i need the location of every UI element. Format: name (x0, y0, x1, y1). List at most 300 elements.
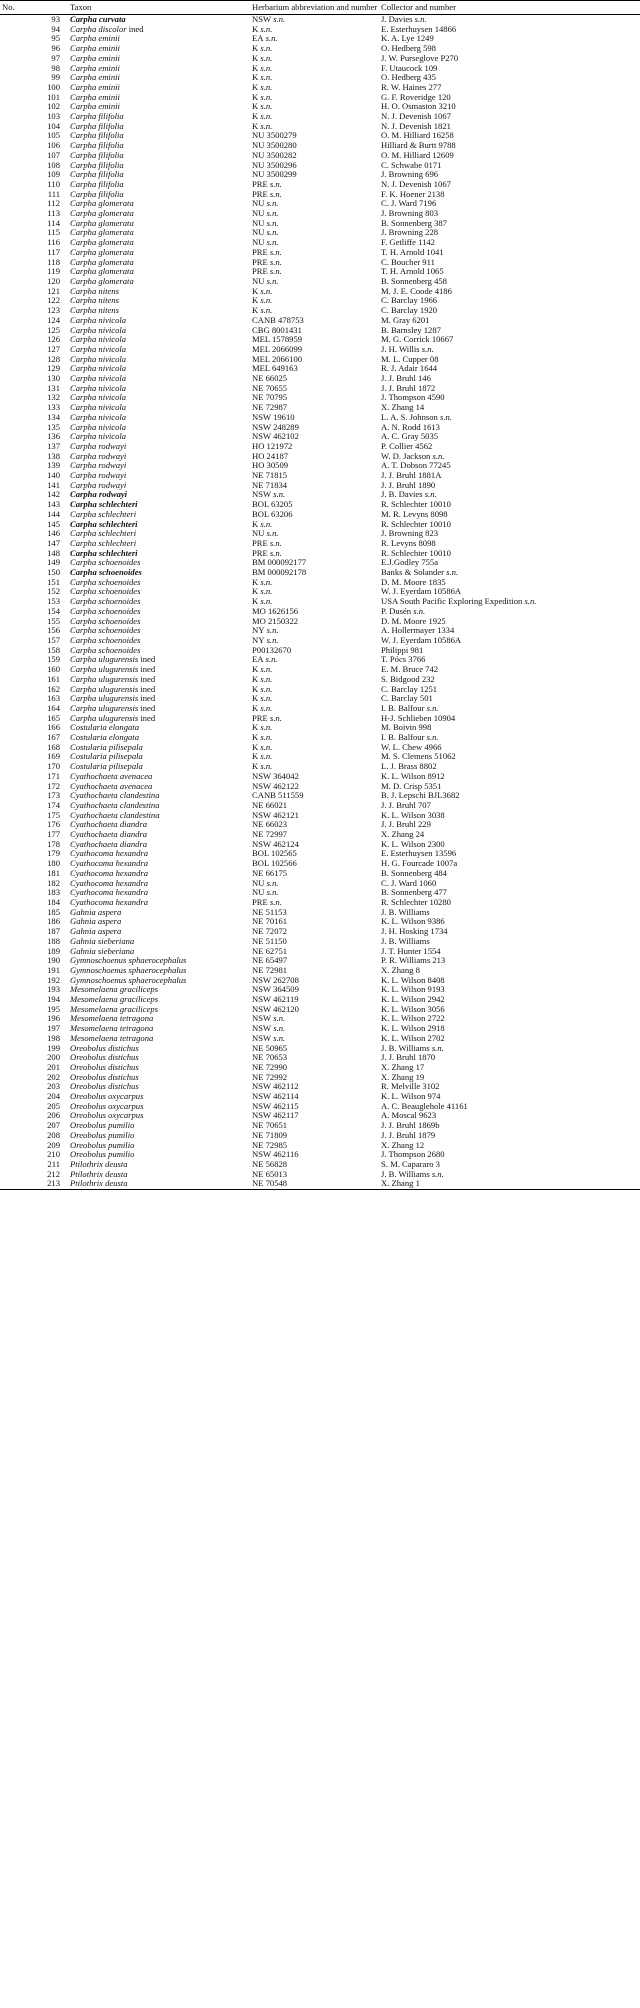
row-number: 146 (47, 529, 60, 539)
taxon-name: Carpha nitens (70, 306, 119, 316)
table-row (0, 199, 640, 209)
taxon-name: Carpha schlechteri (70, 529, 137, 539)
collector-name: Hilliard & Burtt 9788 (381, 141, 456, 151)
collector-cell (381, 898, 640, 908)
collector-cell (381, 490, 640, 500)
sine-numero: s.n. (422, 490, 437, 500)
collector-name: D. M. Moore 1925 (381, 616, 446, 626)
collector-name: K. L. Wilson 8912 (381, 771, 445, 781)
table-row (0, 83, 640, 93)
collector-cell (381, 927, 640, 937)
taxon-name: Cyathochaeta clandestina (70, 791, 160, 801)
collector-name: I. B. Balfour (381, 703, 425, 713)
table-header (0, 1, 640, 15)
herbarium-code: NU (252, 276, 265, 286)
taxon-name: Carpha nivicola (70, 412, 127, 422)
sine-numero: s.n. (264, 626, 279, 636)
herbarium-cell (252, 1073, 381, 1083)
herbarium-code: NSW (252, 1033, 272, 1043)
sine-numero: s.n. (271, 490, 286, 500)
taxon-name: Oreobolus pumilio (70, 1121, 135, 1131)
collector-cell (381, 879, 640, 889)
table-row (0, 1150, 640, 1160)
sine-numero: s.n. (258, 665, 273, 675)
herbarium-cell (252, 597, 381, 607)
collector-name: J. B. Williams (381, 1043, 430, 1053)
sine-numero: s.n. (271, 1024, 286, 1034)
collector-cell (381, 985, 640, 995)
herbarium-code: EA (252, 34, 264, 44)
collector-cell (381, 655, 640, 665)
table-row (0, 1073, 640, 1083)
collector-name: O. Hedberg 598 (381, 44, 436, 54)
table-row (0, 1082, 640, 1092)
row-number: 170 (47, 762, 60, 772)
taxon-cell (70, 287, 252, 297)
taxon-name: Carpha curvata (70, 14, 126, 24)
taxon-name: Cyathocoma hexandra (70, 868, 149, 878)
collector-cell (381, 743, 640, 753)
taxon-cell (70, 316, 252, 326)
table-row (0, 1053, 640, 1063)
table-row (0, 228, 640, 238)
taxon-cell (70, 549, 252, 559)
table-row (0, 102, 640, 112)
row-number: 115 (47, 228, 60, 238)
row-number: 192 (47, 975, 60, 985)
taxon-cell (70, 646, 252, 656)
table-row (0, 64, 640, 74)
sine-numero: s.n. (258, 24, 273, 34)
collector-name: K. L. Wilson 2942 (381, 995, 445, 1005)
table-row (0, 820, 640, 830)
collector-name: R. W. Haines 277 (381, 82, 442, 92)
herbarium-code: PRE (252, 897, 268, 907)
collector-name: J. J. Bruhl 1881A (381, 471, 442, 481)
herbarium-cell (252, 122, 381, 132)
taxon-cell (70, 500, 252, 510)
herbarium-cell (252, 568, 381, 578)
taxon-name: Oreobolus distichus (70, 1072, 139, 1082)
herbarium-cell (252, 1014, 381, 1024)
table-row (0, 490, 640, 500)
row-number: 176 (47, 820, 60, 830)
row-number: 169 (47, 752, 60, 762)
herbarium-code: NE 70161 (252, 917, 288, 927)
herbarium-code: PRE (252, 538, 268, 548)
collector-cell (381, 1179, 640, 1189)
row-number: 132 (47, 393, 60, 403)
table-row (0, 520, 640, 530)
herbarium-cell (252, 452, 381, 462)
row-number: 117 (47, 247, 60, 257)
collector-name: X. Zhang 14 (381, 403, 425, 413)
taxon-cell (70, 34, 252, 44)
table-row (0, 617, 640, 627)
herbarium-code: NU (252, 228, 265, 238)
herbarium-cell (252, 578, 381, 588)
taxon-cell (70, 393, 252, 403)
taxon-name: Cyathocoma hexandra (70, 897, 149, 907)
sine-numero: s.n. (258, 73, 273, 83)
collector-cell (381, 694, 640, 704)
row-number: 144 (47, 509, 60, 519)
row-number: 143 (47, 500, 60, 510)
herbarium-cell (252, 927, 381, 937)
herbarium-cell (252, 364, 381, 374)
herbarium-cell (252, 403, 381, 413)
taxon-cell (70, 403, 252, 413)
collector-cell (381, 122, 640, 132)
herbarium-code: MEL 1578959 (252, 335, 303, 345)
row-number: 191 (47, 965, 60, 975)
table-row (0, 694, 640, 704)
collector-cell (381, 83, 640, 93)
taxon-cell (70, 25, 252, 35)
table-row (0, 1092, 640, 1102)
row-number: 119 (47, 267, 60, 277)
sine-numero: s.n. (263, 34, 278, 44)
herbarium-cell (252, 219, 381, 229)
herbarium-cell (252, 461, 381, 471)
row-number: 102 (47, 102, 60, 112)
herbarium-code: NU (252, 888, 265, 898)
herbarium-code: K (252, 762, 259, 772)
sine-numero: s.n. (267, 267, 282, 277)
row-number: 156 (47, 626, 60, 636)
row-number: 213 (0, 1179, 70, 1189)
row-number: 106 (47, 141, 60, 151)
herbarium-code: NE 72072 (252, 927, 288, 937)
taxon-name: Oreobolus distichus (70, 1082, 139, 1092)
sine-numero: s.n. (258, 121, 273, 131)
taxon-suffix: ined (138, 665, 156, 675)
collector-name: S. M. Capararo 3 (381, 1159, 440, 1169)
collector-name: A. T. Dobson 77245 (381, 461, 451, 471)
collector-name: C. Barclay 501 (381, 694, 433, 704)
collector-cell (381, 888, 640, 898)
header-taxon: Taxon (70, 1, 252, 15)
taxon-cell (70, 733, 252, 743)
table-row (0, 335, 640, 345)
table-row (0, 801, 640, 811)
table-row (0, 277, 640, 287)
collector-cell (381, 73, 640, 83)
herbarium-cell (252, 277, 381, 287)
herbarium-code: NSW (252, 1014, 272, 1024)
collector-cell (381, 326, 640, 336)
herbarium-code: K (252, 63, 259, 73)
taxon-cell (70, 102, 252, 112)
table-row (0, 306, 640, 316)
sine-numero: s.n. (258, 63, 273, 73)
collector-cell (381, 34, 640, 44)
herbarium-cell (252, 258, 381, 268)
row-number: 128 (47, 354, 60, 364)
collector-cell (381, 966, 640, 976)
taxon-cell (70, 888, 252, 898)
taxon-cell (70, 587, 252, 597)
taxon-cell (70, 685, 252, 695)
taxon-name: Ptilothrix deusta (70, 1169, 128, 1179)
herbarium-cell (252, 34, 381, 44)
herbarium-code: K (252, 733, 259, 743)
herbarium-code: NE 71834 (252, 480, 288, 490)
sine-numero: s.n. (429, 1043, 444, 1053)
collector-cell (381, 452, 640, 462)
collector-cell (381, 306, 640, 316)
collector-name: USA South Pacific Exploring Expedition (381, 597, 523, 607)
collector-cell (381, 258, 640, 268)
sine-numero: s.n. (258, 703, 273, 713)
herbarium-cell (252, 1102, 381, 1112)
taxon-name: Carpha nivicola (70, 364, 127, 374)
herbarium-cell (252, 1082, 381, 1092)
herbarium-cell (252, 83, 381, 93)
row-number: 154 (47, 606, 60, 616)
collector-name: K. L. Wilson 974 (381, 1092, 441, 1102)
collector-cell (381, 238, 640, 248)
taxon-cell (70, 782, 252, 792)
herbarium-code: NSW 364042 (252, 771, 299, 781)
collector-cell (381, 461, 640, 471)
collector-cell (381, 44, 640, 54)
table-row (0, 1141, 640, 1151)
taxon-name: Gahnia sieberiana (70, 946, 135, 956)
herbarium-code: K (252, 306, 259, 316)
collector-name: R. Melville 3102 (381, 1082, 440, 1092)
taxon-name: Gymnoschoenus sphaerocephalus (70, 956, 187, 966)
row-number: 100 (47, 82, 60, 92)
table-row (0, 1034, 640, 1044)
taxon-name: Gahnia aspera (70, 927, 122, 937)
taxon-name: Ptilothrix deusta (70, 1159, 128, 1169)
taxon-cell (70, 364, 252, 374)
collector-cell (381, 908, 640, 918)
table-row (0, 25, 640, 35)
taxon-suffix: ined (138, 694, 156, 704)
collector-name: J. W. Purseglove P270 (381, 53, 459, 63)
taxon-cell (70, 869, 252, 879)
taxon-cell (70, 1092, 252, 1102)
herbarium-cell (252, 64, 381, 74)
table-row (0, 539, 640, 549)
sine-numero: s.n. (424, 733, 439, 743)
collector-name: C. J. Ward 1060 (381, 878, 437, 888)
herbarium-cell (252, 655, 381, 665)
herbarium-code: NU 3500299 (252, 170, 297, 180)
taxon-cell (70, 432, 252, 442)
taxon-name: Carpha filifolia (70, 131, 124, 141)
collector-cell (381, 112, 640, 122)
taxon-name: Carpha schoenoides (70, 587, 141, 597)
herbarium-code: NU 3500282 (252, 150, 297, 160)
herbarium-code: CANB 511559 (252, 791, 304, 801)
taxon-cell (70, 1034, 252, 1044)
herbarium-cell (252, 1063, 381, 1073)
collector-name: J. Thompson 2680 (381, 1150, 445, 1160)
herbarium-cell (252, 93, 381, 103)
table-row (0, 326, 640, 336)
taxon-cell (70, 277, 252, 287)
collector-name: C. Boucher 911 (381, 257, 435, 267)
row-number: 134 (47, 412, 60, 422)
collector-cell (381, 704, 640, 714)
taxon-name: Carpha rodwayi (70, 441, 127, 451)
collector-cell (381, 1150, 640, 1160)
collector-cell (381, 423, 640, 433)
herbarium-cell (252, 539, 381, 549)
collector-name: J. J. Bruhl 707 (381, 800, 431, 810)
taxon-cell (70, 879, 252, 889)
taxon-suffix: ined (138, 703, 156, 713)
row-number: 95 (51, 34, 60, 44)
collector-cell (381, 587, 640, 597)
herbarium-cell (252, 529, 381, 539)
taxon-name: Carpha nitens (70, 286, 119, 296)
row-number: 212 (47, 1169, 60, 1179)
collector-cell (381, 345, 640, 355)
row-number: 160 (47, 665, 60, 675)
taxon-name: Carpha nivicola (70, 344, 127, 354)
table-row (0, 733, 640, 743)
herbarium-cell (252, 626, 381, 636)
sine-numero: s.n. (258, 694, 273, 704)
taxon-cell (70, 122, 252, 132)
sine-numero: s.n. (267, 247, 282, 257)
herbarium-cell (252, 714, 381, 724)
taxon-name: Costularia pilisepala (70, 762, 143, 772)
taxon-name: Carpha schoenoides (70, 597, 141, 607)
collector-name: T. Pócs 3766 (381, 655, 426, 665)
collector-cell (381, 849, 640, 859)
taxon-name: Gahnia aspera (70, 907, 122, 917)
sine-numero: s.n. (258, 286, 273, 296)
collector-name: B. Sonnenberg 458 (381, 276, 447, 286)
collector-cell (381, 93, 640, 103)
herbarium-code: NSW 248289 (252, 422, 299, 432)
collector-name: X. Zhang 12 (381, 1140, 425, 1150)
taxon-name: Carpha nivicola (70, 354, 127, 364)
herbarium-cell (252, 141, 381, 151)
taxon-cell (70, 461, 252, 471)
collector-name: M. Gray 6201 (381, 315, 430, 325)
herbarium-cell (252, 976, 381, 986)
row-number: 123 (47, 306, 60, 316)
taxon-cell (70, 966, 252, 976)
herbarium-code: NSW 19610 (252, 412, 295, 422)
herbarium-cell (252, 617, 381, 627)
collector-name: X. Zhang 17 (381, 1062, 425, 1072)
table-row (0, 529, 640, 539)
sine-numero: s.n. (258, 306, 273, 316)
herbarium-code: NE 71809 (252, 1130, 288, 1140)
table-row (0, 762, 640, 772)
taxon-cell (70, 44, 252, 54)
row-number: 133 (47, 403, 60, 413)
collector-name: M. J. E. Coode 4186 (381, 286, 452, 296)
taxon-cell (70, 423, 252, 433)
herbarium-code: NU 3500280 (252, 141, 297, 151)
herbarium-cell (252, 1121, 381, 1131)
taxon-cell (70, 151, 252, 161)
herbarium-cell (252, 636, 381, 646)
row-number: 177 (47, 830, 60, 840)
herbarium-code: K (252, 723, 259, 733)
collector-name: J. H. Hosking 1734 (381, 927, 448, 937)
herbarium-code: NU 3500296 (252, 160, 297, 170)
herbarium-code: K (252, 112, 259, 122)
collector-name: E.J.Godley 755a (381, 558, 439, 568)
taxon-name: Carpha nivicola (70, 432, 127, 442)
row-number: 174 (47, 800, 60, 810)
herbarium-cell (252, 471, 381, 481)
collector-name: P. Collier 4562 (381, 441, 433, 451)
sine-numero: s.n. (258, 53, 273, 63)
taxon-name: Carpha nitens (70, 296, 119, 306)
taxon-name: Carpha schoenoides (70, 568, 142, 578)
taxon-cell (70, 859, 252, 869)
taxon-cell (70, 209, 252, 219)
taxon-name: Costularia elongata (70, 723, 139, 733)
sine-numero: s.n. (264, 218, 279, 228)
collector-name: X. Zhang 19 (381, 1072, 425, 1082)
taxon-name: Oreobolus pumilio (70, 1140, 135, 1150)
row-number: 211 (47, 1159, 60, 1169)
herbarium-cell (252, 481, 381, 491)
sine-numero: s.n. (258, 587, 273, 597)
row-number: 155 (47, 616, 60, 626)
herbarium-cell (252, 743, 381, 753)
taxon-cell (70, 306, 252, 316)
herbarium-cell (252, 442, 381, 452)
taxon-cell (70, 665, 252, 675)
herbarium-cell (252, 869, 381, 879)
herbarium-cell (252, 170, 381, 180)
taxon-cell (70, 258, 252, 268)
row-number: 142 (47, 490, 60, 500)
taxon-cell (70, 1141, 252, 1151)
row-number: 120 (47, 276, 60, 286)
taxon-name: Gymnoschoenus sphaerocephalus (70, 965, 187, 975)
collector-cell (381, 947, 640, 957)
herbarium-code: NE 51153 (252, 907, 287, 917)
herbarium-code: NE 70548 (252, 1179, 288, 1189)
taxon-cell (70, 452, 252, 462)
taxon-cell (70, 384, 252, 394)
taxon-suffix: ined (126, 24, 144, 34)
taxon-name: Carpha glomerata (70, 209, 134, 219)
collector-name: J. J. Bruhl 1890 (381, 480, 436, 490)
collector-cell (381, 403, 640, 413)
collector-cell (381, 1160, 640, 1170)
herbarium-cell (252, 112, 381, 122)
herbarium-cell (252, 1092, 381, 1102)
herbarium-code: PRE (252, 713, 268, 723)
herbarium-cell (252, 859, 381, 869)
table-row (0, 665, 640, 675)
taxon-name: Carpha eminii (70, 34, 120, 44)
collector-cell (381, 209, 640, 219)
row-number: 136 (47, 432, 60, 442)
collector-name: J. T. Hunter 1554 (381, 946, 441, 956)
collector-name: A. C. Beauglehole 41161 (381, 1101, 468, 1111)
table-row (0, 791, 640, 801)
taxon-name: Mesomelaena graciliceps (70, 995, 159, 1005)
collector-name: P. R. Williams 213 (381, 956, 446, 966)
taxon-suffix: ined (138, 655, 156, 665)
taxon-name: Mesomelaena tetragona (70, 1033, 154, 1043)
